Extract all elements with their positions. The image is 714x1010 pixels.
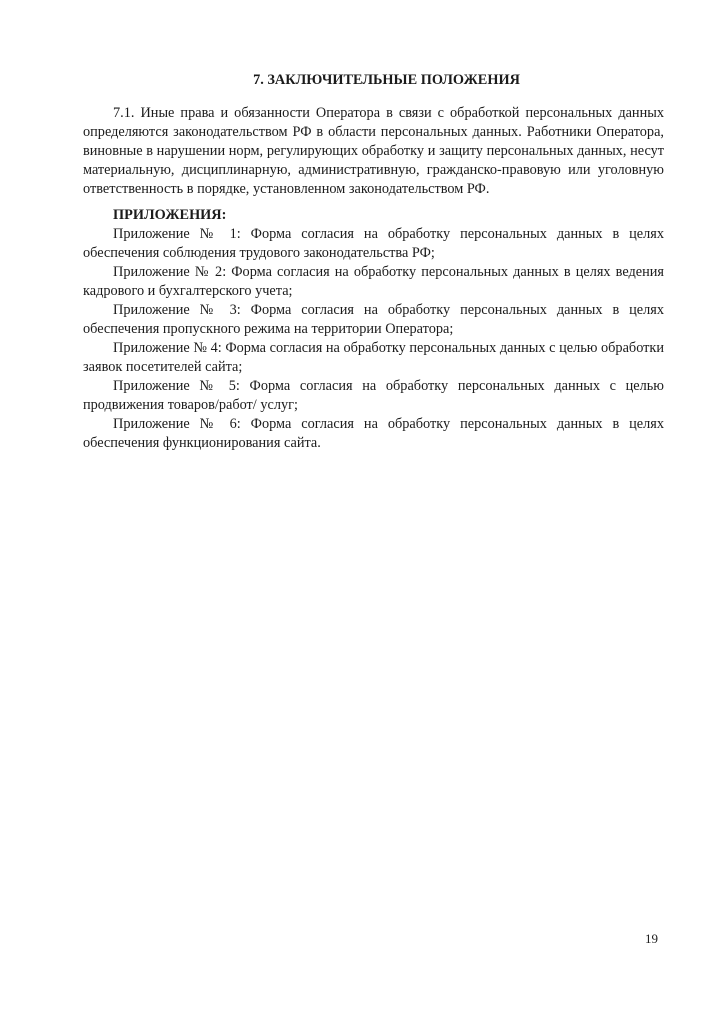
appendix-item-5: Приложение № 5: Форма согласия на обработку персональных данных с целью продвижения товаров/работ/ услуг; [83, 378, 664, 413]
page-number: 19 [645, 931, 658, 946]
appendix-item-4: Приложение № 4: Форма согласия на обработку персональных данных с целью обработки заявок посетителей сайта; [83, 340, 664, 375]
document-content [83, 71, 664, 453]
clause-7-1-paragraph: 7.1. Иные права и обязанности Оператора в связи с обработкой персональных данных определяются законодательством РФ в области персональных данных. Работники Оператора, виновные в нарушении норм, регулирующих обработку и защиту персональных данных, несут материальную, дисциплинарную, административную, гражданско-правовую или уголовную ответственность в порядке, установленном законодательством РФ. [83, 105, 664, 197]
appendix-item-2: Приложение № 2: Форма согласия на обработку персональных данных в целях ведения кадрового и бухгалтерского учета; [83, 264, 664, 299]
appendix-item-6: Приложение № 6: Форма согласия на обработку персональных данных в целях обеспечения функционирования сайта. [83, 416, 664, 451]
appendix-item-1: Приложение № 1: Форма согласия на обработку персональных данных в целях обеспечения соблюдения трудового законодательства РФ; [83, 226, 664, 261]
section-title: 7. ЗАКЛЮЧИТЕЛЬНЫЕ ПОЛОЖЕНИЯ [253, 72, 520, 88]
appendices-heading: ПРИЛОЖЕНИЯ: [113, 207, 227, 223]
appendix-item-3: Приложение № 3: Форма согласия на обработку персональных данных в целях обеспечения пропускного режима на территории Оператора; [83, 302, 664, 337]
